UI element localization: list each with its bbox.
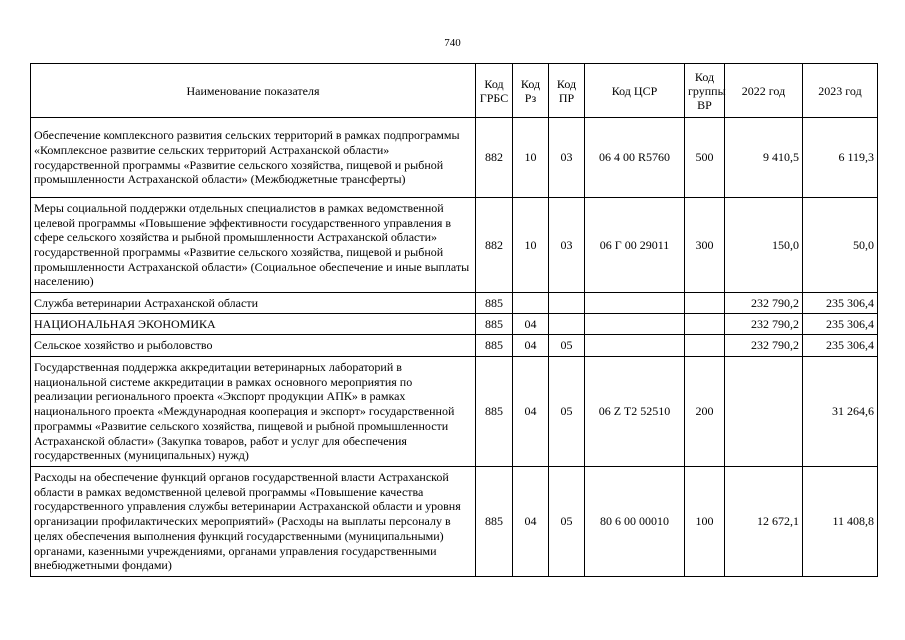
row-pr: 03 bbox=[549, 118, 585, 198]
row-pr: 05 bbox=[549, 335, 585, 357]
row-2022: 232 790,2 bbox=[725, 335, 803, 357]
row-csr: 06 Г 00 29011 bbox=[585, 198, 685, 293]
table-row bbox=[31, 335, 878, 357]
row-grbs: 885 bbox=[476, 467, 513, 577]
header-2023: 2023 год bbox=[803, 64, 878, 118]
table-row bbox=[31, 357, 878, 467]
row-vr bbox=[685, 314, 725, 335]
row-2023: 235 306,4 bbox=[803, 314, 878, 335]
header-name: Наименование показателя bbox=[31, 64, 476, 118]
row-2022: 150,0 bbox=[725, 198, 803, 293]
header-vr: Код группы ВР bbox=[685, 64, 725, 118]
row-2023: 31 264,6 bbox=[803, 357, 878, 467]
row-csr: 80 6 00 00010 bbox=[585, 467, 685, 577]
row-vr bbox=[685, 293, 725, 314]
row-rz: 04 bbox=[513, 357, 549, 467]
row-rz: 04 bbox=[513, 467, 549, 577]
row-2022: 12 672,1 bbox=[725, 467, 803, 577]
row-csr bbox=[585, 293, 685, 314]
row-vr: 500 bbox=[685, 118, 725, 198]
row-grbs: 885 bbox=[476, 293, 513, 314]
row-pr: 05 bbox=[549, 467, 585, 577]
row-2023: 235 306,4 bbox=[803, 335, 878, 357]
row-vr: 300 bbox=[685, 198, 725, 293]
row-pr bbox=[549, 314, 585, 335]
row-2022: 9 410,5 bbox=[725, 118, 803, 198]
table-row bbox=[31, 118, 878, 198]
table-row bbox=[31, 467, 878, 577]
header-grbs: Код ГРБС bbox=[476, 64, 513, 118]
row-csr bbox=[585, 335, 685, 357]
row-pr: 05 bbox=[549, 357, 585, 467]
header-pr: Код ПР bbox=[549, 64, 585, 118]
row-grbs: 885 bbox=[476, 314, 513, 335]
row-vr: 200 bbox=[685, 357, 725, 467]
row-vr: 100 bbox=[685, 467, 725, 577]
row-pr: 03 bbox=[549, 198, 585, 293]
row-2023: 11 408,8 bbox=[803, 467, 878, 577]
row-rz bbox=[513, 293, 549, 314]
row-grbs: 885 bbox=[476, 357, 513, 467]
header-2022: 2022 год bbox=[725, 64, 803, 118]
row-csr: 06 4 00 R5760 bbox=[585, 118, 685, 198]
row-2022 bbox=[725, 357, 803, 467]
row-csr: 06 Z T2 52510 bbox=[585, 357, 685, 467]
row-2023: 235 306,4 bbox=[803, 293, 878, 314]
row-name: Государственная поддержка аккредитации ветеринарных лабораторий в национальной системе аккредитации в рамках основного мероприятия по реализации регионального проекта «Экспорт продукции АПК» в рамках национального проекта «Международная кооперация и экспорт» государственной программы «Развитие сельского хозяйства, пищевой и рыбной промышленности Астраханской области» (Закупка товаров, работ и услуг для обеспечения государственных (муниципальных) нужд) bbox=[31, 357, 476, 467]
row-rz: 10 bbox=[513, 118, 549, 198]
row-grbs: 885 bbox=[476, 335, 513, 357]
header-csr: Код ЦСР bbox=[585, 64, 685, 118]
table-row bbox=[31, 198, 878, 293]
row-grbs: 882 bbox=[476, 118, 513, 198]
table-row bbox=[31, 314, 878, 335]
row-grbs: 882 bbox=[476, 198, 513, 293]
row-name: Расходы на обеспечение функций органов государственной власти Астраханской области в рамках ведомственной целевой программы «Повышение качества государственного управления службы ветеринарии Астраханской области и уровня организации профилактических мероприятий» (Расходы на выплаты персоналу в целях обеспечения выполнения функций государственными (муниципальными) органами, казенными учреждениями, органами управления государственными внебюджетными фондами) bbox=[31, 467, 476, 577]
row-2022: 232 790,2 bbox=[725, 314, 803, 335]
table-header-row bbox=[31, 64, 878, 118]
row-name: Обеспечение комплексного развития сельских территорий в рамках подпрограммы «Комплексное развитие сельских территорий Астраханской области» государственной программы «Развитие сельского хозяйства, пищевой и рыбной промышленности Астраханской области» (Межбюджетные трансферты) bbox=[31, 118, 476, 198]
row-2023: 50,0 bbox=[803, 198, 878, 293]
header-rz: Код Рз bbox=[513, 64, 549, 118]
row-name: НАЦИОНАЛЬНАЯ ЭКОНОМИКА bbox=[31, 314, 476, 335]
table-row bbox=[31, 293, 878, 314]
row-rz: 10 bbox=[513, 198, 549, 293]
row-pr bbox=[549, 293, 585, 314]
budget-table bbox=[30, 63, 878, 577]
row-csr bbox=[585, 314, 685, 335]
row-rz: 04 bbox=[513, 314, 549, 335]
row-2022: 232 790,2 bbox=[725, 293, 803, 314]
row-rz: 04 bbox=[513, 335, 549, 357]
page-number: 740 bbox=[444, 37, 461, 49]
row-name: Служба ветеринарии Астраханской области bbox=[31, 293, 476, 314]
row-name: Меры социальной поддержки отдельных специалистов в рамках ведомственной целевой программы «Повышение эффективности государственного управления в сфере сельского хозяйства и рыбной промышленности Астраханской области» государственной программы «Развитие сельского хозяйства, пищевой и рыбной промышленности Астраханской области» (Социальное обеспечение и иные выплаты населению) bbox=[31, 198, 476, 293]
row-2023: 6 119,3 bbox=[803, 118, 878, 198]
row-name: Сельское хозяйство и рыболовство bbox=[31, 335, 476, 357]
row-vr bbox=[685, 335, 725, 357]
